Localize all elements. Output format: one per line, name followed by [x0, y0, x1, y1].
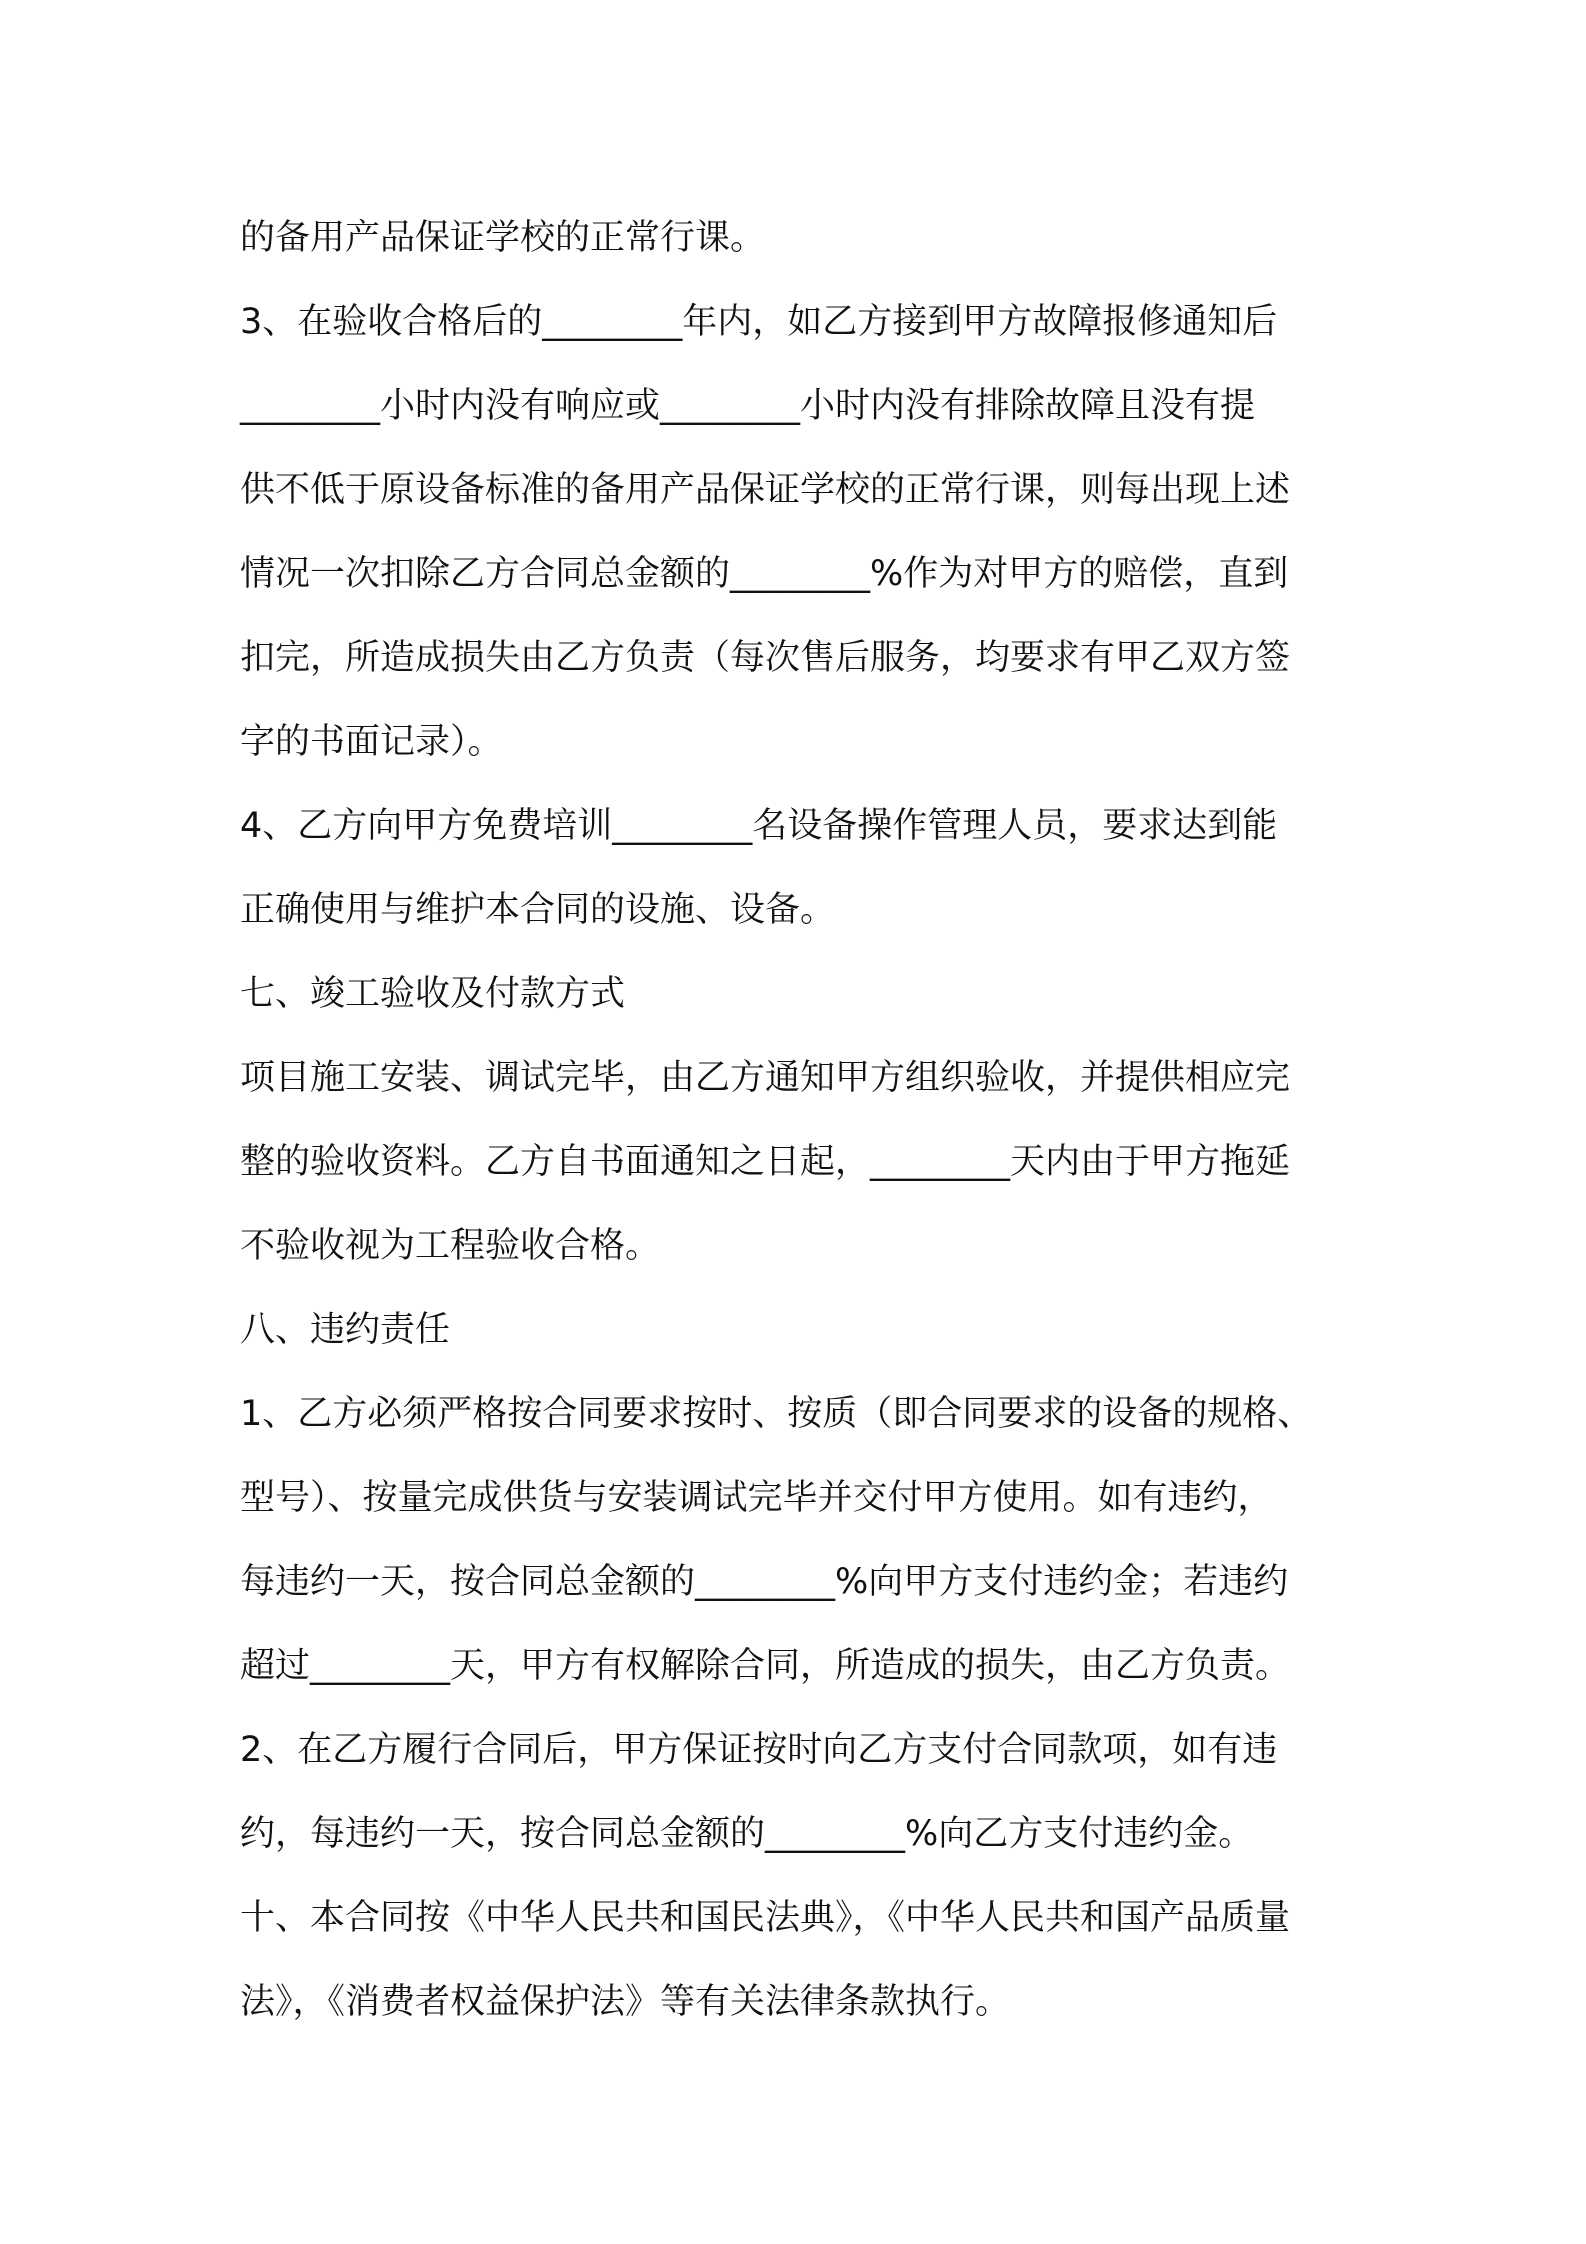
text-line: 1、乙方必须严格按合同要求按时、按质（即合同要求的设备的规格、 [240, 1394, 1313, 1434]
text-line: 型号）、按量完成供货与安装调试完毕并交付甲方使用。如有违约， [240, 1478, 1273, 1518]
section-heading: 八、违约责任 [240, 1310, 451, 1350]
text-line: 整的验收资料。乙方自书面通知之日起，________天内由于甲方拖延 [240, 1142, 1291, 1182]
text-line: 2、在乙方履行合同后，甲方保证按时向乙方支付合同款项，如有违 [240, 1730, 1278, 1770]
text-line: 扣完，所造成损失由乙方负责（每次售后服务，均要求有甲乙双方签 [240, 638, 1291, 678]
text-line: 4、乙方向甲方免费培训________名设备操作管理人员，要求达到能 [240, 806, 1278, 846]
text-line: 正确使用与维护本合同的设施、设备。 [240, 890, 836, 930]
text-line: 的备用产品保证学校的正常行课。 [240, 218, 766, 258]
text-line: 情况一次扣除乙方合同总金额的________%作为对甲方的赔偿，直到 [240, 554, 1289, 594]
text-line: 超过________天，甲方有权解除合同，所造成的损失，由乙方负责。 [240, 1646, 1291, 1686]
text-line: 供不低于原设备标准的备用产品保证学校的正常行课，则每出现上述 [240, 470, 1291, 510]
text-line: 不验收视为工程验收合格。 [240, 1226, 661, 1266]
text-line: 字的书面记录）。 [240, 722, 503, 762]
text-line: 项目施工安装、调试完毕，由乙方通知甲方组织验收，并提供相应完 [240, 1058, 1291, 1098]
text-line: 约，每违约一天，按合同总金额的________%向乙方支付违约金。 [240, 1814, 1254, 1854]
text-line: 每违约一天，按合同总金额的________%向甲方支付违约金；若违约 [240, 1562, 1289, 1602]
text-line: 十、本合同按《中华人民共和国民法典》，《中华人民共和国产品质量 [240, 1898, 1291, 1938]
text-line: ________小时内没有响应或________小时内没有排除故障且没有提 [240, 386, 1256, 426]
text-line: 法》，《消费者权益保护法》等有关法律条款执行。 [240, 1982, 1011, 2022]
section-heading: 七、竣工验收及付款方式 [240, 974, 626, 1014]
document-body [240, 196, 1370, 2044]
text-line: 3、在验收合格后的________年内，如乙方接到甲方故障报修通知后 [240, 302, 1278, 342]
